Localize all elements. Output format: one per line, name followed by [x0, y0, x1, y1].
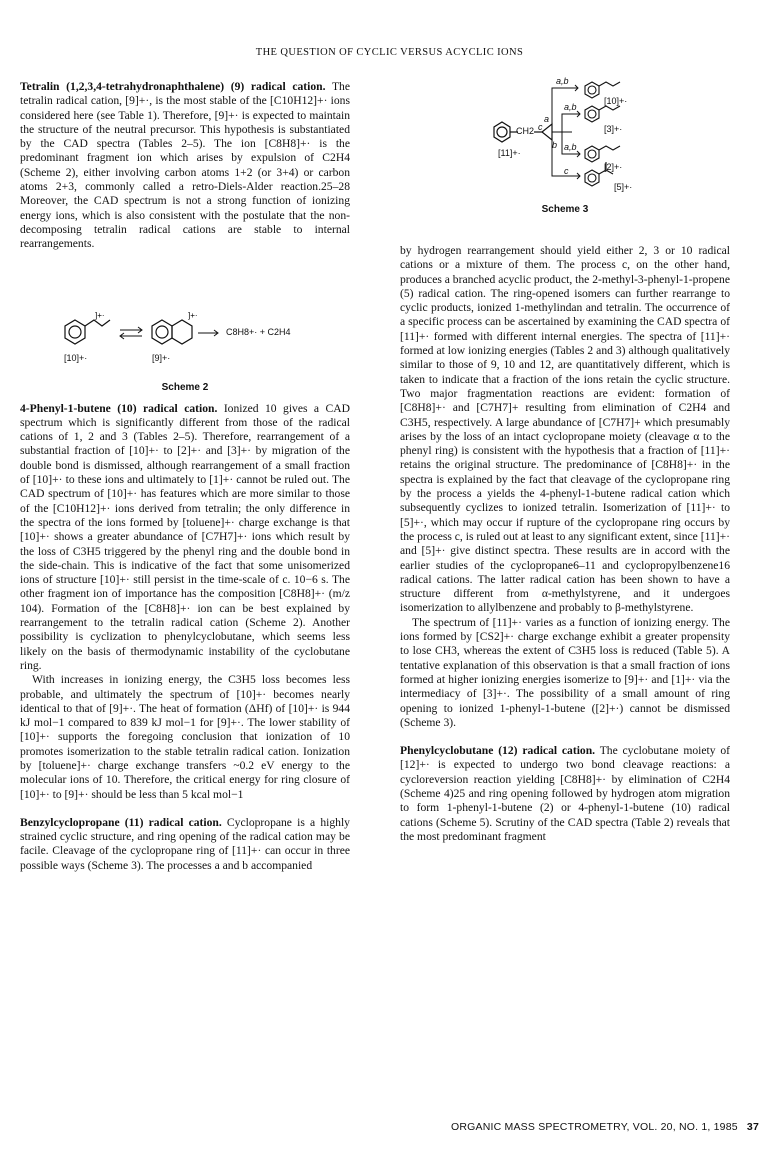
section-heading-benzylcyclopropane: Benzylcyclopropane (11) radical cation.	[20, 815, 222, 829]
paragraph-tetralin	[20, 80, 350, 252]
scheme3-start-label: [11]+·	[498, 148, 521, 158]
section-heading-tetralin: Tetralin (1,2,3,4-tetrahydronaphthalene) (9) radical cation.	[20, 80, 326, 93]
scheme3-bond-b: b	[552, 140, 558, 150]
page-number: 37	[746, 1121, 759, 1133]
scheme3-product-2: [2]+·	[604, 162, 623, 172]
page-footer	[451, 1121, 759, 1133]
paragraph-right-1: by hydrogen rearrangement should yield either 2, 3 or 10 radical cations or a mixture of them. The process c, on the other hand, produces a branched acyclic product, the 2-methyl-3-phenyl-1-propene (5) radical cation. The ring-opened isomers can further rearrange to cyclic products, ionized 1-methylindan and tetralin. The occurrence of a specific process can be ascertained by examining the CAD spectra of [11]+· formed with different internal energies. The spectra of [11]+· formed at low ionizing energies (Tables 2 and 3) although qualitatively similar to those of 9, 10 and 12, are quantitatively different, which is taken to indicate that a fraction of the ions retain the cyclic structure. Two major fragmentation reactions are evident: formation of [C8H8]+· and [C7H7]+ resulting from elimination of C2H4 and C3H5, respectively. A large abundance of [C7H7]+ which presumably arises by the loss of an intact cyclopropane moiety (cleavage α to the phenyl ring) is consistent with the hypothesis that a fraction of [11]+· retains the original structure. The predominance of [C8H8]+· in the spectra is explained by the fact that cleavage of the cyclopropane ring by the process a yields the 4-phenyl-1-butene radical cation which subsequently cyclizes to ionized tetralin. Isomerization of [11]+· to [5]+·, which may occur if rupture of the cyclopropane ring occurs by the process c, is ruled out at least to any significant extent, since [11]+· and [5]+· give distinct spectra. These results are in accord with the earlier studies of the cyclopropane6–11 and cyclopropylbenzene16 radical cations. The latter radical cation has been shown to have a structure different from α-methylstyrene, and it undergoes isomerization to allylbenzene and probably to β-methylstyrene.	[400, 244, 730, 615]
paragraph-text: Ionized 10 gives a CAD spectrum which is significantly different from those of the radical cations of 1, 2 and 3 (Tables 2–5). Therefore, rearrangement of a substantial fraction of [10]+· to [2]+· and [3]+· by migration of the double bond is dismissed, although rearrangement of a small fraction of [10]+· to these ions and ultimately to [1]+· cannot be ruled out. The CAD spectrum of [10]+· has features which are more similar to those of the [C10H12]+· ions derived from tetralin; the only difference in the spectra of the ions formed by [toluene]+· charge exchange is that [10]+· shows a greater abundance of [C7H7]+· ions which result by the loss of C3H5 triggered by the phenyl ring and the double bond in the side-chain. This is indicative of the fact that some unisomerized ions of structure [10]+· still persist in the time-scale of c. 10−6 s. The other fragment ion of importance has the composition [C8H8]+· (m/z 104). Formation of the [C8H8]+· ion can be best explained by rearrangement to the tetralin radical cation (Scheme 2). Another possibility is cyclization to phenylcyclobutane, which seems less likely on the basis of thermodynamic instability of the cyclobutane ring.	[20, 401, 350, 672]
scheme-3-drawing	[400, 74, 730, 204]
scheme3-path-top: a,b	[556, 76, 569, 86]
scheme2-caption: Scheme 2	[161, 382, 209, 393]
paragraph-benzylcyclopropane	[20, 816, 350, 873]
scheme3-product-5: [5]+·	[614, 182, 633, 192]
journal-citation: ORGANIC MASS SPECTROMETRY, VOL. 20, NO. 1, 1985	[451, 1121, 738, 1133]
paragraph-text: Cyclopropane is a highly strained cyclic structure, and ring opening of the radical cation may be facile. Cleavage of the cyclopropane ring of [11]+· can occur in three possible ways (Scheme 3). The processes a and b accompanied	[20, 815, 350, 872]
paragraph-phenylcyclobutane	[400, 744, 730, 844]
reaction-arrow-icon	[198, 330, 218, 336]
left-column	[20, 80, 350, 873]
scheme3-product-10: [10]+·	[604, 96, 628, 106]
paragraph-text: The tetralin radical cation, [9]+·, is the most stable of the [C10H12]+· ions considered here (see Table 1). Therefore, [9]+· is expected to maintain the structure of the neutral precursor. This hypothesis is substantiated by the CAD spectra (Tables 2–5). The ion [C8H8]+· is the predominant fragment ion which arises by expulsion of C2H4 (Scheme 2), either involving carbon atoms 1+2 (or 3+4) or carbon atoms 2+3, commonly called a retro-Diels-Alder reaction.25–28 Moreover, the CAD spectrum is not a strong function of ionizing energy ions, which is also consistent with the postulate that the non-decomposing tetralin radical cations are stable to internal rearrangements.	[20, 80, 350, 251]
paragraph-right-2: The spectrum of [11]+· varies as a function of ionizing energy. The ions formed by [CS2]+· charge exchange exhibit a greater propensity to lose CH3, whereas the extent of C3H5 loss is reduced (Table 5). A tentative explanation of this observation is that a small fraction of ions formed at higher ionizing energies isomerize to [9]+· and [1]+· via the intermediacy of [3]+·. The possibility of a small amount of ring opening to ionized 1-phenyl-1-butene ([2]+·) cannot be dismissed (Scheme 3).	[400, 615, 730, 729]
scheme2-products: C8H8+· + C2H4	[226, 327, 291, 337]
equilibrium-arrow-icon	[120, 327, 142, 339]
running-head: THE QUESTION OF CYCLIC VERSUS ACYCLIC IONS	[255, 47, 524, 58]
scheme3-path-c: c	[564, 166, 569, 176]
radical-charge-mark: ]+·	[95, 311, 105, 320]
right-column	[400, 244, 730, 844]
paragraph-phenylbutene	[20, 402, 350, 674]
scheme3-path-mid: a,b	[564, 102, 577, 112]
tetralin-structure-icon	[152, 320, 192, 344]
scheme-2	[20, 306, 350, 396]
section-heading-phenylcyclobutane: Phenylcyclobutane (12) radical cation.	[400, 744, 596, 758]
scheme2-label-9: [9]+·	[152, 353, 171, 363]
scheme3-formula: CH2	[516, 126, 535, 136]
scheme3-bond-c: c	[538, 122, 543, 132]
scheme-3	[400, 74, 730, 224]
radical-charge-mark: ]+·	[188, 311, 198, 320]
scheme3-bond-a: a	[544, 114, 550, 124]
scheme2-label-10: [10]+·	[64, 353, 88, 363]
scheme3-path-low: a,b	[564, 142, 577, 152]
scheme3-caption: Scheme 3	[541, 204, 589, 215]
scheme-2-drawing	[20, 306, 350, 376]
section-heading-phenylbutene: 4-Phenyl-1-butene (10) radical cation.	[20, 401, 218, 415]
paragraph-text: The cyclobutane moiety of [12]+· is expected to undergo two bond cleavage reactions: a cycloreversion reaction yielding [C8H8]+· by elimination of C2H4 (Scheme 4)25 and ring opening followed by hydrogen atom migration to form 1-phenyl-1-butene (2) or 4-phenyl-1-butene (10) radical cations (Scheme 5). Scrutiny of the CAD spectra (Table 2) reveals that the most predominant fragment	[400, 744, 730, 843]
benzene-ring-icon	[65, 320, 110, 344]
paragraph-phenylbutene-2: With increases in ionizing energy, the C3H5 loss becomes less probable, and ultimately the spectrum of [10]+· becomes nearly identical to that of [9]+·. The heat of formation (ΔHf) of [10]+· is 944 kJ mol−1 compared to 839 kJ mol−1 for [9]+·. The lower stability of [10]+· supports the foregoing conclusion that ionization of 10 promotes isomerization to the stable tetralin radical cation. Ionization by [toluene]+· charge exchange transfers ~0.2 eV energy to the molecular ions of 10. Therefore, the critical energy for ring closure of [10]+· to [9]+· should be less than 5 kcal mol−1	[20, 673, 350, 801]
scheme3-product-3: [3]+·	[604, 124, 623, 134]
